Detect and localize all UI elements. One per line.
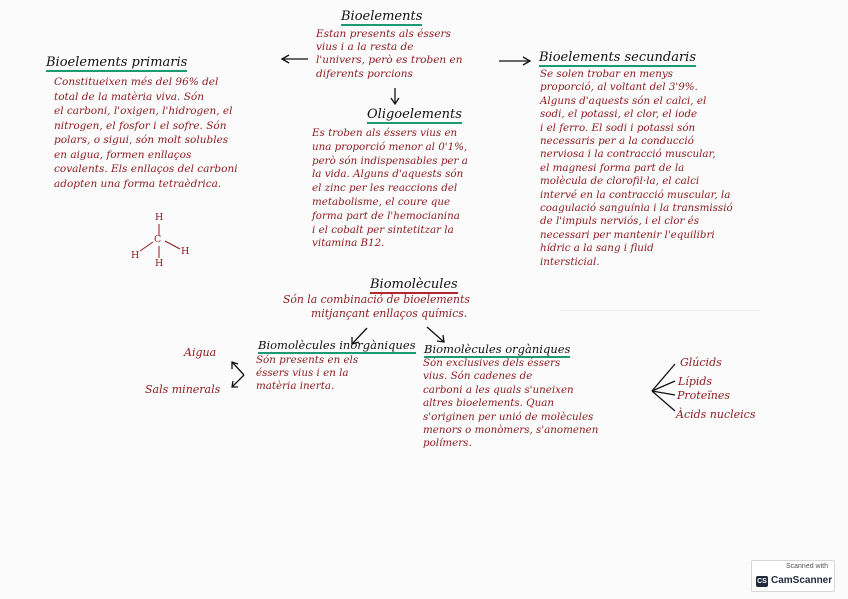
organiques-line: menors o monòmers, s'anomenen [423, 424, 599, 437]
oligoelements-line: el zinc per les reaccions del [312, 182, 458, 195]
arrow-to-sals [232, 375, 244, 387]
secundaris-line: i el ferro. El sodi i potassi són [540, 121, 696, 134]
organiques-line: polímers. [423, 437, 472, 450]
oligoelements-line: una proporció menor al 0'1%, [312, 140, 468, 153]
primaris-line: covalents. Els enllaços del carboni [54, 163, 238, 175]
oligoelements-line: forma part de l'hemocianina [312, 209, 460, 222]
primaris-title: Bioelements primaris [46, 55, 188, 70]
molecule-atom-right: H [181, 246, 190, 257]
camscanner-logo-icon: CS [757, 578, 767, 585]
primaris-line: polars, o sigui, són molt solubles [54, 134, 229, 146]
oligoelements-line: Es troben als éssers vius en [312, 127, 458, 139]
secundaris-line: intersticial. [540, 255, 600, 268]
secundaris-line: el magnesi forma part de la [540, 161, 685, 174]
arrow-to-organiques [427, 327, 444, 342]
molecule-atom-bottom: H [155, 258, 164, 269]
primaris-line: nitrogen, el fosfor i el sofre. Són [54, 119, 227, 132]
page-title-text: Bioelements [341, 9, 423, 24]
secundaris-line: intervé en la contracció muscular, la [540, 188, 731, 201]
oligoelements-line: però són indispensables per a [312, 154, 468, 167]
secundaris-line: Se solen trobar en menys [540, 68, 673, 80]
secundaris-line: coagulació sanguínia i la transmissió [540, 202, 733, 215]
inorganic-item: Sals minerals [145, 383, 221, 396]
organiques-title: Biomolècules orgàniques [424, 342, 571, 356]
molecule-atom-center: C [154, 234, 162, 245]
secundaris-line: de l'impuls nerviós, i el clor és [540, 215, 700, 228]
inorganiques-line: matèria inerta. [256, 380, 335, 393]
secundaris-line: nerviosa i la contracció muscular, [540, 148, 716, 161]
intro-line: diferents porcions [316, 67, 413, 80]
oligoelements-line: la vida. Alguns d'aquests són [312, 168, 464, 181]
primaris-line: Constitueixen més del 96% del [54, 76, 219, 88]
primaris-line: el carboni, l'oxigen, l'hidrogen, el [54, 105, 233, 117]
intro-line: Estan presents als éssers [316, 28, 451, 40]
oligoelements-line: vitamina B12. [312, 237, 385, 250]
oligoelements-line: metabolisme, el coure que [312, 195, 451, 208]
biomolecules-line: Són la combinació de bioelements [283, 293, 470, 306]
organiques-line: carboni a les quals s'uneixen [423, 383, 574, 396]
oligoelements-title: Oligoelements [367, 107, 462, 122]
scanner-brand: CamScanner [771, 575, 833, 586]
organic-item: Àcids nucleics [676, 408, 756, 421]
oligoelements-line: i el cobalt per sintetitzar la [312, 223, 454, 236]
secundaris-line: necessaris per a la conducció [540, 135, 694, 148]
molecule-atom-left: H [131, 250, 140, 261]
biomolecules-line: mitjançant enllaços químics. [311, 307, 468, 320]
organiques-line: Són exclusives dels éssers [423, 357, 561, 369]
inorganic-item: Aigua [184, 346, 217, 359]
organic-item: Proteïnes [677, 389, 730, 402]
secundaris-title: Bioelements secundaris [539, 50, 697, 65]
secundaris-line: sodi, el potassi, el clor, el iode [540, 108, 698, 121]
secundaris-line: molècula de clorofil·la, el calci [540, 175, 700, 188]
secundaris-line: proporció, al voltant del 3'9%. [540, 81, 698, 94]
arrow-to-inorganiques [352, 328, 367, 344]
primaris-line: en aigua, formen enllaços [54, 148, 192, 161]
intro-line: vius i a la resta de [316, 41, 414, 54]
organiques-line: vius. Són cadenes de [423, 370, 533, 383]
intro-line: l'univers, però es troben en [316, 54, 463, 67]
inorganiques-line: éssers vius i en la [256, 367, 349, 380]
organiques-line: s'originen per unió de molècules [423, 410, 594, 423]
secundaris-line: Alguns d'aquests són el calci, el [540, 94, 707, 107]
methane-bonds [140, 224, 180, 258]
scanner-watermark [751, 560, 835, 592]
organic-item: Lípids [678, 375, 713, 388]
scanner-caption: Scanned with [785, 563, 828, 570]
inorganiques-line: Són presents en els [256, 354, 359, 366]
organiques-line: altres bioelements. Quan [423, 397, 555, 410]
secundaris-line: hídric a la sang i fluid [540, 242, 654, 255]
inorganiques-title: Biomolècules inorgàniques [258, 338, 416, 352]
arrow-to-glucids [652, 364, 675, 391]
primaris-line: total de la matèria viva. Són [54, 90, 205, 103]
organic-item: Glúcids [680, 356, 722, 369]
molecule-atom-top: H [155, 212, 164, 223]
secundaris-line: necessari per mantenir l'equilibri [540, 228, 715, 241]
biomolecules-title: Biomolècules [370, 277, 458, 292]
primaris-line: adopten una forma tetraèdrica. [54, 177, 222, 190]
